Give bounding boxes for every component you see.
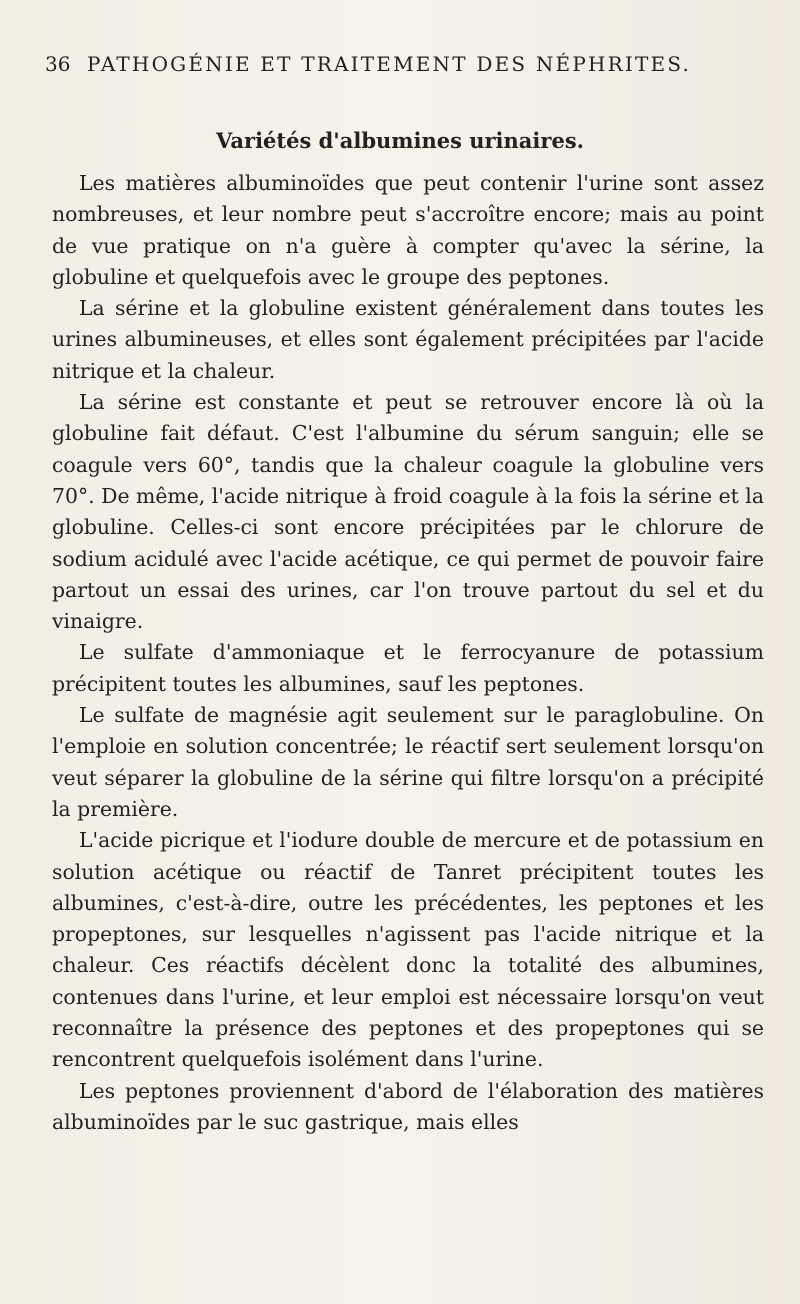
- paragraph: Les matières albuminoïdes que peut contenir l'urine sont assez nombreuses, et leur nombre peut s'accroître encore; mais au point de vue pratique on n'a guère à compter qu'avec la sérine, la globuline et quelquefois avec le groupe des peptones.: [52, 171, 764, 289]
- running-title: PATHOGÉNIE ET TRAITEMENT DES NÉPHRITES.: [87, 52, 692, 76]
- paragraph: Le sulfate d'ammoniaque et le ferrocyanure de potassium précipitent toutes les albumines, sauf les peptones.: [52, 640, 764, 696]
- paragraph: L'acide picrique et l'iodure double de mercure et de potassium en solution acétique ou réactif de Tanret précipitent toutes les albumines, c'est-à-dire, outre les précédentes, les peptones et les propeptones, sur lesquelles n'agissent pas l'acide nitrique et la chaleur. Ces réactifs décèlent donc la totalité des albumines, contenues dans l'urine, et leur emploi est nécessaire lorsqu'on veut reconnaître la présence des peptones et des propeptones qui se rencontrent quelquefois isolément dans l'urine.: [52, 828, 764, 1072]
- section-title: Variétés d'albumines urinaires.: [216, 128, 584, 153]
- running-header: [45, 52, 765, 76]
- page-number: 36: [45, 52, 71, 76]
- paragraph: Les peptones proviennent d'abord de l'élaboration des matières albuminoïdes par le suc gastrique, mais elles: [52, 1078, 764, 1134]
- paragraph: La sérine et la globuline existent généralement dans toutes les urines albumineuses, et elles sont également précipitées par l'acide nitrique et la chaleur.: [52, 296, 764, 383]
- paragraph: La sérine est constante et peut se retrouver encore là où la globuline fait défaut. C'est l'albumine du sérum sanguin; elle se coagule vers 60°, tandis que la chaleur coagule la globuline vers 70°. De même, l'acide nitrique à froid coagule à la fois la sérine et la globuline. Celles-ci sont encore précipitées par le chlorure de sodium acidulé avec l'acide acétique, ce qui permet de pouvoir faire partout un essai des urines, car l'on trouve partout du sel et du vinaigre.: [52, 390, 764, 634]
- paragraph: Le sulfate de magnésie agit seulement sur le paraglobuline. On l'emploie en solution concentrée; le réactif sert seulement lorsqu'on veut séparer la globuline de la sérine qui filtre lorsqu'on a précipité la première.: [52, 703, 764, 821]
- body-text: [52, 168, 764, 1138]
